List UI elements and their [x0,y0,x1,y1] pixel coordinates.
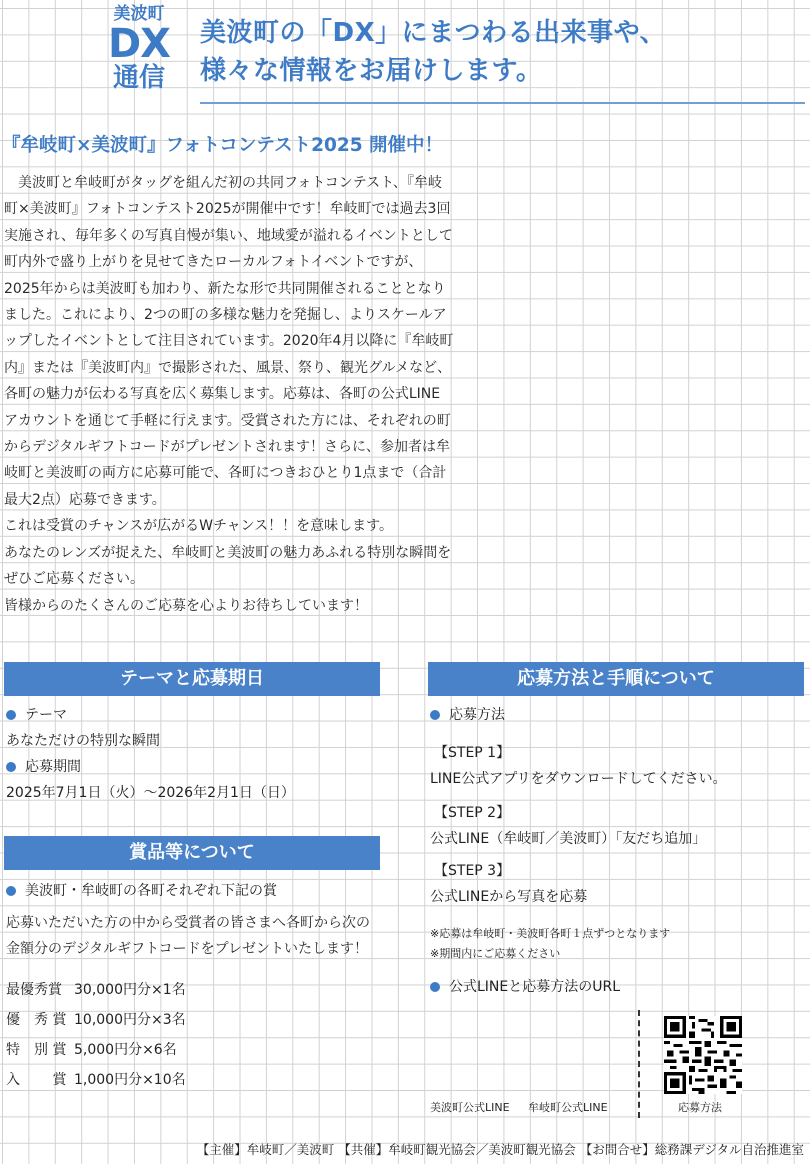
prize-row [6,975,380,1005]
masthead-tsushin: 通信 [112,63,165,93]
prize-amount: 30,000円分×1名 [74,981,186,998]
bullet-dot-icon [430,982,440,992]
qr-caption-minami: 美波町公式LINE [430,1101,510,1114]
article-paragraph-main: 美波町と牟岐町がタッグを組んだ初の共同フォトコンテスト、『牟岐町×美波町』フォトコンテスト2025が開催中です！牟岐町では過去3回実施され、毎年多くの写真自慢が集い、地域愛が溢れるイベントとして町内外で盛り上がりを見せてきたローカルフォトイベントですが、2025年からは美波町も加わり、新たな形で共同開催されることとなりました。これにより、2つの町の多様な魅力を発掘し、よりスケールアップしたイベントとして注目されています。2020年4月以降に『牟岐町内』または『美波町内』で撮影された、風景、祭り、観光グルメなど、各町の魅力が伝わる写真を広く募集します。応募は、各町の公式LINEアカウントを通じて手軽に行えます。受賞された方には、それぞれの町からデジタルギフトコードがプレゼントされます！さらに、参加者は牟岐町と美波町の両方に応募可能で、各町につきおひとり1点まで（合計最大2点）応募できます。 [4,175,454,508]
article-title: 『牟岐町×美波町』フォトコンテスト2025 開催中！ [2,135,444,156]
step1-text: LINE公式アプリをダウンロードしてください。 [430,771,727,787]
step3-text: 公式LINEから写真を応募 [430,889,588,905]
article-paragraph-closing: 皆様からのたくさんのご応募を心よりお待ちしています！ [4,597,368,614]
prize-rank: 最優秀賞 [6,981,62,998]
prize-bullet [6,878,380,904]
qr-code-icon[interactable] [664,1016,742,1094]
masthead-dx: DX [107,21,171,67]
prize-amount: 5,000円分×6名 [74,1041,177,1058]
url-label: 公式LINEと応募方法のURL [449,979,621,995]
prize-rank: 特 別 賞 [6,1041,67,1058]
method-bullet [430,702,806,728]
headline-divider [200,102,805,104]
theme-label: テーマ [25,707,67,723]
prize-row [6,1065,380,1095]
bullet-dot-icon [6,762,16,772]
apply-section [430,702,806,1000]
apply-section-header: 応募方法と手順について [428,662,804,696]
theme-bullet [6,702,382,728]
prize-section-header: 賞品等について [4,836,380,870]
url-bullet [430,974,806,1000]
prize-bullet-text: 美波町・牟岐町の各町それぞれ下記の賞 [25,883,277,899]
step1-label: 【STEP 1】 [434,745,511,761]
theme-section-header: テーマと応募期日 [4,662,380,696]
prize-description: 応募いただいた方の中から受賞者の皆さまへ各町から次の金額分のデジタルギフトコードをプレゼントいたします！ [6,915,370,958]
prize-amount: 10,000円分×3名 [74,1011,186,1028]
period-label: 応募期間 [25,759,81,775]
headline-line-2: 様々な情報をお届けします。 [200,56,543,86]
headline [200,14,810,90]
article-body [4,170,454,619]
prize-amount: 1,000円分×10名 [74,1071,186,1088]
bullet-dot-icon [430,710,440,720]
period-value: 2025年7月1日（火）～2026年2月1日（日） [6,785,295,801]
prize-list [6,975,380,1095]
prize-row [6,1035,380,1065]
article-paragraph-invite: あなたのレンズが捉えた、牟岐町と美波町の魅力あふれる特別な瞬間をぜひご応募ください。 [4,544,452,588]
bullet-dot-icon [6,886,16,896]
prize-rank: 入 賞 [6,1071,67,1088]
period-bullet [6,754,382,780]
prize-rank: 優 秀 賞 [6,1011,67,1028]
step2-label: 【STEP 2】 [434,805,511,821]
method-label: 応募方法 [449,707,505,723]
theme-section [6,702,382,806]
bullet-dot-icon [6,710,16,720]
step3-label: 【STEP 3】 [434,863,511,879]
prize-section [6,878,380,1095]
masthead-town: 美波町 [113,4,165,24]
note-one-per-town: ※応募は牟岐町・美波町各町１点ずつとなります [430,927,671,940]
qr-divider [638,1010,640,1118]
note-within-period: ※期間内にご応募ください [430,947,561,960]
theme-value: あなただけの特別な瞬間 [6,733,160,749]
footer-organizers: 【主催】牟岐町／美波町 【共催】牟岐町観光協会／美波町観光協会 【お問合せ】総務課デジタル自治推進室 [196,1142,804,1157]
prize-row [6,1005,380,1035]
step2-text: 公式LINE（牟岐町／美波町）「友だち追加」 [430,831,707,847]
qr-caption-method: 応募方法 [678,1101,722,1114]
masthead-logo [106,6,172,91]
article-paragraph-wchance: これは受賞のチャンスが広がるWチャンス！！を意味します。 [4,518,394,535]
qr-caption-mugi: 牟岐町公式LINE [528,1101,608,1114]
headline-line-1: 美波町の「DX」にまつわる出来事や、 [200,18,667,48]
